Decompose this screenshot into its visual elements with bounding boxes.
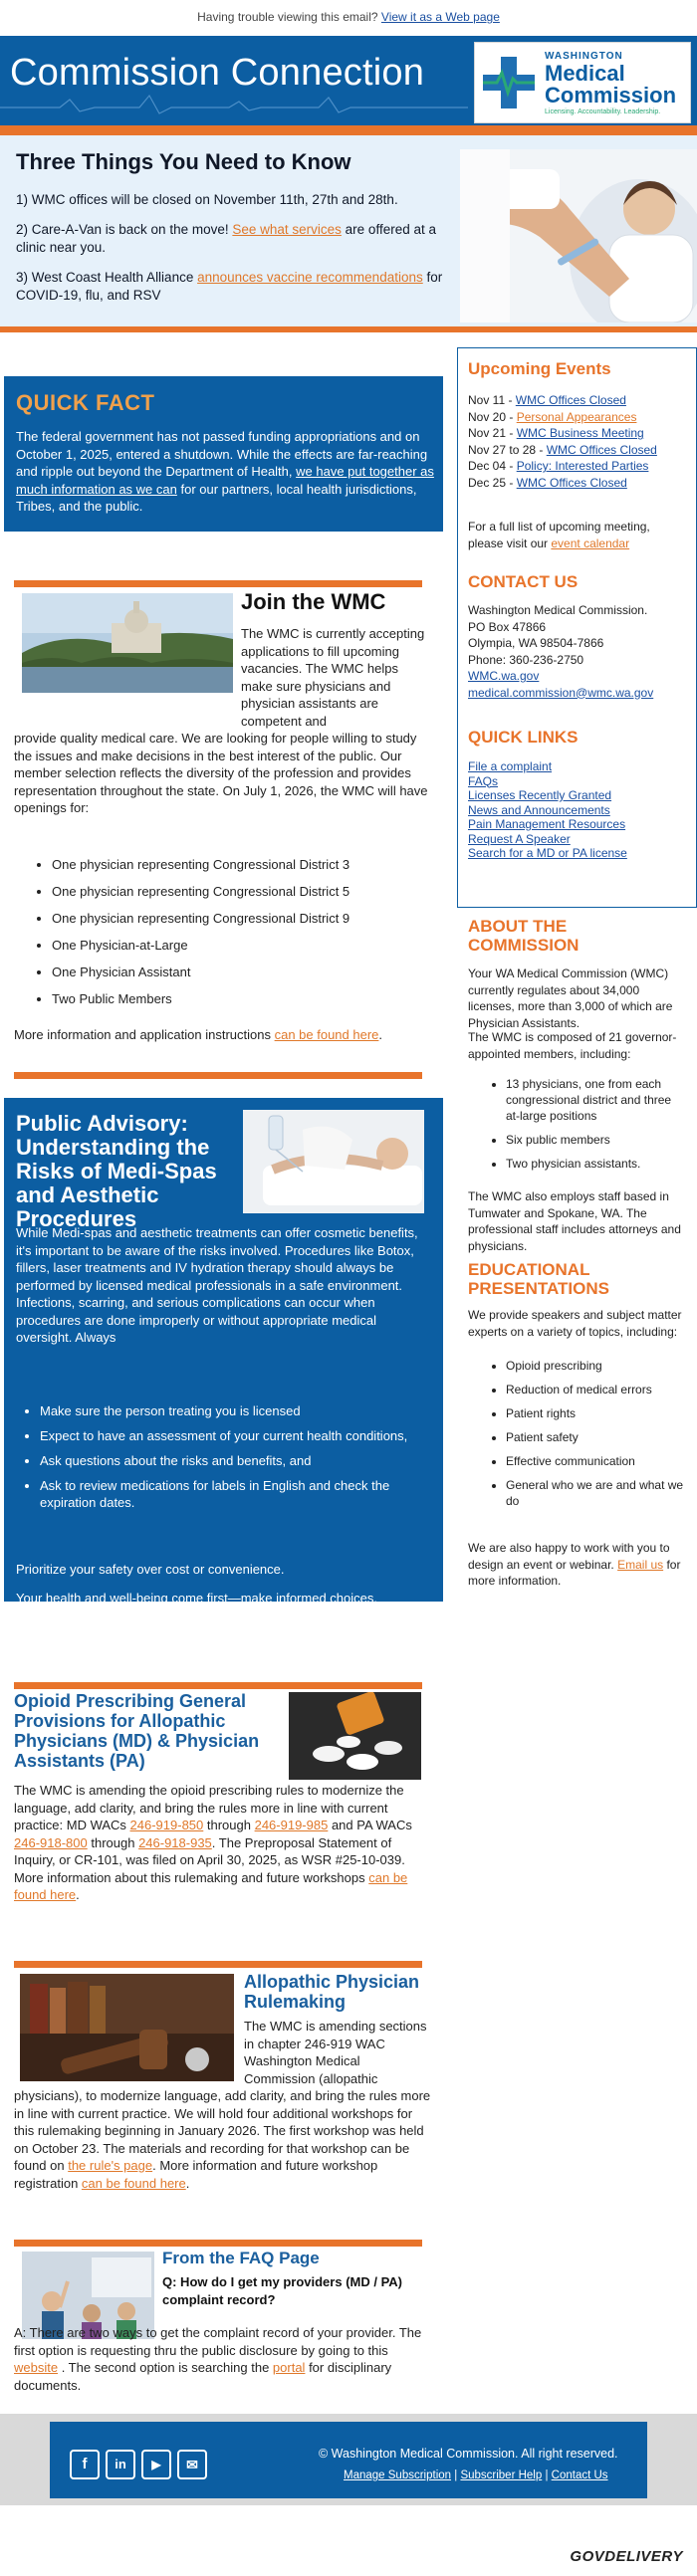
event-link[interactable]: Personal Appearances xyxy=(516,409,637,424)
trouble-viewing-text: Having trouble viewing this email? xyxy=(197,10,378,24)
govdelivery-logo[interactable]: GOVDELIVERY xyxy=(570,2548,683,2565)
event-link[interactable]: WMC Business Meeting xyxy=(516,426,644,440)
quick-links-list xyxy=(468,759,692,861)
header-orange-strip xyxy=(0,125,697,135)
list-item: • General who we are and what we do xyxy=(506,1477,688,1509)
list-item: • One physician representing Congressional District 5 xyxy=(52,883,430,900)
education-topics-list xyxy=(484,1358,688,1517)
news-announcements-link[interactable]: News and Announcements xyxy=(468,802,610,817)
faq-title: From the FAQ Page xyxy=(162,2249,320,2267)
list-item: • Patient rights xyxy=(506,1405,688,1421)
education-title: EDUCATIONAL PRESENTATIONS xyxy=(468,1260,609,1298)
join-body-text: provide quality medical care. We are looking for people willing to study the issues and make decisions in the best interest of the public. Our member selection reflects the diversity of the profession and provides representation throughout the state. On July 1, 2026, the WMC will have openings for: xyxy=(14,731,428,815)
about-text-1: Your WA Medical Commission (WMC) currently regulates about 34,000 licenses, more than 3,000 of which are Physician Assistants. xyxy=(468,966,673,1030)
facebook-icon[interactable]: f xyxy=(70,2450,100,2479)
newsletter-header xyxy=(0,36,697,129)
three-things-item-1: 1) WMC offices will be closed on November 11th, 27th and 28th. xyxy=(16,192,398,207)
about-text-3: The WMC also employs staff based in Tumwater and Spokane, WA. The professional staff includes attorneys and physicians. xyxy=(468,1189,681,1253)
contact-email-link[interactable]: medical.commission@wmc.wa.gov xyxy=(468,685,654,700)
contact-info xyxy=(468,602,692,701)
list-item: • 13 physicians, one from each congressional district and three at-large positions xyxy=(506,1076,688,1124)
public-advisory-box xyxy=(4,1098,443,1606)
trouble-viewing-bar xyxy=(0,0,697,36)
advisory-tips-list xyxy=(16,1402,434,1519)
advisory-orange-bar xyxy=(14,1072,422,1079)
about-members-list xyxy=(484,1076,688,1180)
list-item: • Reduction of medical errors xyxy=(506,1382,688,1397)
logo-state: WASHINGTON xyxy=(545,51,623,62)
washington-capitol-photo xyxy=(22,593,233,693)
join-intro-text: The WMC is currently accepting applications to fill upcoming vacancies. The WMC helps make sure physicians and physician assistants are competent and xyxy=(241,626,425,729)
list-item: • One Physician-at-Large xyxy=(52,937,430,954)
vaccine-recommendations-link[interactable]: announces vaccine recommendations xyxy=(197,270,423,285)
list-item: • One physician representing Congressional District 3 xyxy=(52,856,430,873)
wmc-website-link[interactable]: WMC.wa.gov xyxy=(468,669,540,683)
event-item: Dec 04 - Policy: Interested Parties xyxy=(468,459,649,473)
education-text-1: We provide speakers and subject matter experts on a variety of topics, including: xyxy=(468,1308,682,1339)
opioid-title: Opioid Prescribing General Provisions for Allopathic Physicians (MD) & Physician Assistants (PA) xyxy=(14,1691,260,1771)
contact-line: Washington Medical Commission. xyxy=(468,603,648,617)
contact-us-link[interactable]: Contact Us xyxy=(551,2469,608,2481)
wac-246-919-985-link[interactable]: 246-919-985 xyxy=(254,1818,329,1832)
logo-tagline: Licensing. Accountability. Leadership. xyxy=(545,108,661,115)
footer-copyright: © Washington Medical Commission. All right reserved. xyxy=(319,2447,618,2461)
quick-fact-text: The federal government has not passed funding appropriations and on October 1, 2025, entered a shutdown. While the effects are far-reaching and ripple out beyond the Department of Health, we have put together as much information as we can for our partners, local health jurisdictions, Tribes, and the public. xyxy=(16,429,434,514)
three-things-section xyxy=(0,135,697,330)
list-item: • One Physician Assistant xyxy=(52,964,430,980)
three-things-item-2: 2) Care-A-Van is back on the move! See what services are offered at a clinic near you. xyxy=(16,222,436,255)
iv-therapy-photo xyxy=(243,1110,424,1213)
request-speaker-link[interactable]: Request A Speaker xyxy=(468,831,571,846)
list-item: • Make sure the person treating you is licensed xyxy=(40,1402,434,1419)
contact-phone: Phone: 360-236-2750 xyxy=(468,652,584,667)
faq-question: Q: How do I get my providers (MD / PA) complaint record? xyxy=(162,2274,402,2307)
event-link[interactable]: WMC Offices Closed xyxy=(516,475,627,490)
advisory-more-info-link[interactable]: More Information xyxy=(16,1609,115,1623)
advisory-safety: Prioritize your safety over cost or convenience. xyxy=(16,1562,285,1577)
gavel-books-photo xyxy=(20,1974,234,2081)
join-orange-bar xyxy=(14,580,422,587)
list-item: • Opioid prescribing xyxy=(506,1358,688,1374)
workshop-registration-link[interactable]: can be found here xyxy=(81,2175,186,2191)
list-item: • Patient safety xyxy=(506,1429,688,1445)
subscriber-help-link[interactable]: Subscriber Help xyxy=(460,2469,543,2481)
file-complaint-link[interactable]: File a complaint xyxy=(468,759,553,773)
event-item: Nov 21 - WMC Business Meeting xyxy=(468,426,644,440)
event-link[interactable]: Policy: Interested Parties xyxy=(516,459,649,473)
advisory-title: Public Advisory: Understanding the Risks of Medi-Spas and Aesthetic Procedures xyxy=(16,1111,217,1231)
list-item: • Two Public Members xyxy=(52,990,430,1007)
shutdown-info-link[interactable]: we have put together as much information as we can xyxy=(16,464,434,497)
event-link[interactable]: WMC Offices Closed xyxy=(515,393,626,407)
three-things-item-3: 3) West Coast Health Alliance announces vaccine recommendations for COVID-19, flu, and RSV xyxy=(16,270,443,303)
join-more-info: More information and application instructions can be found here. xyxy=(14,1027,383,1042)
linkedin-icon[interactable]: in xyxy=(106,2450,135,2479)
event-item: Nov 27 to 28 - WMC Offices Closed xyxy=(468,442,657,457)
wmc-logo[interactable] xyxy=(474,42,691,123)
event-item: Dec 25 - WMC Offices Closed xyxy=(468,475,627,490)
view-as-webpage-link[interactable]: View it as a Web page xyxy=(380,10,500,24)
allopathic-intro: The WMC is amending sections in chapter 246-919 WAC Washington Medical Commission (allopathic xyxy=(244,2019,427,2086)
opioid-more-info-link[interactable]: can be found here xyxy=(14,1869,408,1902)
wac-246-919-850-link[interactable]: 246-919-850 xyxy=(129,1818,204,1832)
faq-answer: A: There are two ways to get the complaint record of your provider. The first option is requesting thru the public disclosure by going to this website . The second option is searching the portal for disciplinary documents. xyxy=(14,2325,422,2393)
events-list xyxy=(468,392,692,491)
advisory-closing: Your health and well-being come first—make informed choices. xyxy=(16,1591,377,1606)
event-item: Nov 20 - Personal Appearances xyxy=(468,409,637,424)
three-things-title: Three Things You Need to Know xyxy=(16,149,351,174)
manage-subscription-link[interactable]: Manage Subscription xyxy=(344,2469,452,2481)
footer-links: Manage Subscription | Subscriber Help | Contact Us xyxy=(344,2469,608,2481)
wac-246-918-800-link[interactable]: 246-918-800 xyxy=(14,1834,88,1850)
email-us-link[interactable]: Email us xyxy=(617,1557,664,1572)
pills-photo xyxy=(289,1692,421,1780)
rules-page-link[interactable]: the rule's page xyxy=(68,2158,153,2173)
section-divider xyxy=(0,326,697,332)
list-item: • Ask questions about the risks and benefits, and xyxy=(40,1452,434,1469)
quick-fact-box xyxy=(4,376,443,532)
quick-fact-title: QUICK FACT xyxy=(16,390,155,415)
logo-commission: Commission xyxy=(545,83,677,107)
advisory-intro: While Medi-spas and aesthetic treatments can offer cosmetic benefits, it's important to be aware of the risks involved. Procedures like Botox, fillers, laser treatments and IV hydration therapy should always be performed by licensed medical professionals in a safe environment. Infections, scarring, and serious complications can occur when procedures are done improperly or without appropriate medical oversight. Always xyxy=(16,1225,418,1345)
event-calendar-link[interactable]: event calendar xyxy=(551,536,630,550)
newsletter-title: Commission Connection xyxy=(10,52,425,94)
vaccination-photo xyxy=(460,149,697,322)
care-a-van-services-link[interactable]: See what services xyxy=(232,222,342,237)
logo-medical: Medical xyxy=(545,61,625,86)
list-item: • One physician representing Congressional District 9 xyxy=(52,910,430,927)
event-item: Nov 11 - WMC Offices Closed xyxy=(468,393,626,407)
allopathic-orange-bar xyxy=(14,1961,422,1968)
list-item: • Ask to review medications for labels in English and check the expiration dates. xyxy=(40,1477,434,1511)
allopathic-text: physicians), to modernize language, add clarity, and bring the rules more in line with current practice. We will hold four additional workshops for this rulemaking beginning in January 2026. The first workshop was held on October 23. The materials and recording for that workshop can be found on the rule's page. More information and future workshop registration can be found here. xyxy=(14,2088,431,2191)
contact-line: Olympia, WA 98504-7866 xyxy=(468,636,604,650)
contact-line: PO Box 47866 xyxy=(468,619,547,634)
join-wmc-title: Join the WMC xyxy=(241,589,386,614)
licenses-granted-link[interactable]: Licenses Recently Granted xyxy=(468,788,612,802)
allopathic-title: Allopathic Physician Rulemaking xyxy=(244,1972,420,2012)
wac-246-918-935-link[interactable]: 246-918-935 xyxy=(138,1834,212,1850)
list-item: • Two physician assistants. xyxy=(506,1156,688,1172)
about-text-2: The WMC is composed of 21 governor-appointed members, including: xyxy=(468,1030,677,1061)
event-link[interactable]: WMC Offices Closed xyxy=(546,442,657,457)
opioid-orange-bar xyxy=(14,1682,422,1689)
public-disclosure-website-link[interactable]: website xyxy=(14,2360,59,2375)
join-application-link[interactable]: can be found here xyxy=(274,1027,379,1042)
about-title: ABOUT THE COMMISSION xyxy=(468,917,580,955)
email-icon[interactable]: ✉ xyxy=(177,2450,207,2479)
list-item: • Effective communication xyxy=(506,1453,688,1469)
quick-links-title: QUICK LINKS xyxy=(468,728,579,747)
faq-orange-bar xyxy=(14,2240,422,2247)
faqs-link[interactable]: FAQs xyxy=(468,773,499,788)
opioid-text: The WMC is amending the opioid prescribing rules to modernize the language, add clarity, and bring the rules more in line with current practice: MD WACs 246-919-850 through 246-919-985 and PA WACs 246-918-800 through 246-918-935. The Preproposal Statement of Inquiry, or CR-101, was filed on April 30, 2025, as WSR #25-10-039. More information about this rulemaking and future workshops can be found here. xyxy=(14,1783,412,1902)
provider-portal-link[interactable]: portal xyxy=(272,2360,306,2375)
pain-management-link[interactable]: Pain Management Resources xyxy=(468,817,626,831)
join-openings-list xyxy=(32,856,430,1017)
youtube-icon[interactable]: ▶ xyxy=(141,2450,171,2479)
education-text-2: We are also happy to work with you to design an event or webinar. Email us for more information. xyxy=(468,1541,681,1588)
event-calendar-text: For a full list of upcoming meeting, please visit our event calendar xyxy=(468,520,650,550)
contact-us-title: CONTACT US xyxy=(468,572,579,591)
list-item: • Expect to have an assessment of your current health conditions, xyxy=(40,1427,434,1444)
license-search-link[interactable]: Search for a MD or PA license xyxy=(468,846,627,860)
upcoming-events-title: Upcoming Events xyxy=(468,359,611,378)
medical-cross-icon xyxy=(481,53,537,112)
list-item: • Six public members xyxy=(506,1132,688,1148)
